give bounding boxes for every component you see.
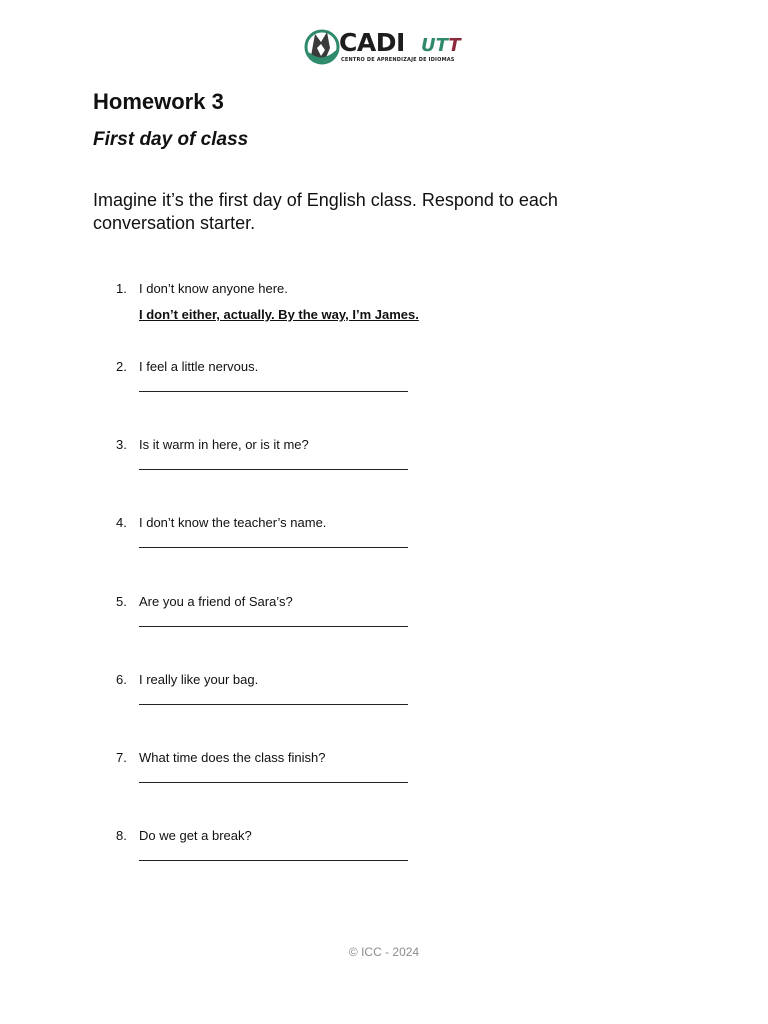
answer-line[interactable] bbox=[139, 547, 408, 548]
question-text: Do we get a break? bbox=[139, 828, 252, 843]
question-number: 5. bbox=[116, 594, 127, 609]
question-number: 6. bbox=[116, 672, 127, 687]
cadi-logo bbox=[303, 26, 468, 68]
answer-line[interactable] bbox=[139, 391, 408, 392]
logo-wordmark: CADI bbox=[339, 28, 405, 57]
logo-utt-part-a: UT bbox=[421, 35, 449, 56]
homework-subtitle: First day of class bbox=[93, 129, 249, 150]
question-text: What time does the class finish? bbox=[139, 750, 326, 765]
instructions-text: Imagine it’s the first day of English class. Respond to each conversation starter. bbox=[93, 190, 558, 233]
question-text: I really like your bag. bbox=[139, 672, 259, 687]
logo-utt-part-b: T bbox=[448, 35, 461, 56]
question-text: I feel a little nervous. bbox=[139, 359, 259, 374]
question-number: 1. bbox=[116, 281, 127, 296]
question-text: Is it warm in here, or is it me? bbox=[139, 437, 309, 452]
homework-title: Homework 3 bbox=[93, 89, 224, 114]
question-text: I don’t know anyone here. bbox=[139, 281, 288, 296]
answer-line[interactable] bbox=[139, 704, 408, 705]
question-number: 2. bbox=[116, 359, 127, 374]
answer-line[interactable] bbox=[139, 782, 408, 783]
question-number: 3. bbox=[116, 437, 127, 452]
sample-answer: I don’t either, actually. By the way, I’m James. bbox=[139, 307, 419, 322]
wolf-emblem-icon bbox=[303, 26, 343, 66]
page-footer: © ICC - 2024 bbox=[348, 945, 420, 959]
question-number: 4. bbox=[116, 515, 127, 530]
question-number: 8. bbox=[116, 828, 127, 843]
question-text: I don’t know the teacher’s name. bbox=[139, 515, 327, 530]
logo-subtitle: CENTRO DE APRENDIZAJE DE IDIOMAS bbox=[341, 57, 455, 63]
question-text: Are you a friend of Sara’s? bbox=[139, 594, 293, 609]
question-number: 7. bbox=[116, 750, 127, 765]
answer-line[interactable] bbox=[139, 860, 408, 861]
logo-utt-mark bbox=[421, 35, 461, 56]
answer-line[interactable] bbox=[139, 626, 408, 627]
answer-line[interactable] bbox=[139, 469, 408, 470]
